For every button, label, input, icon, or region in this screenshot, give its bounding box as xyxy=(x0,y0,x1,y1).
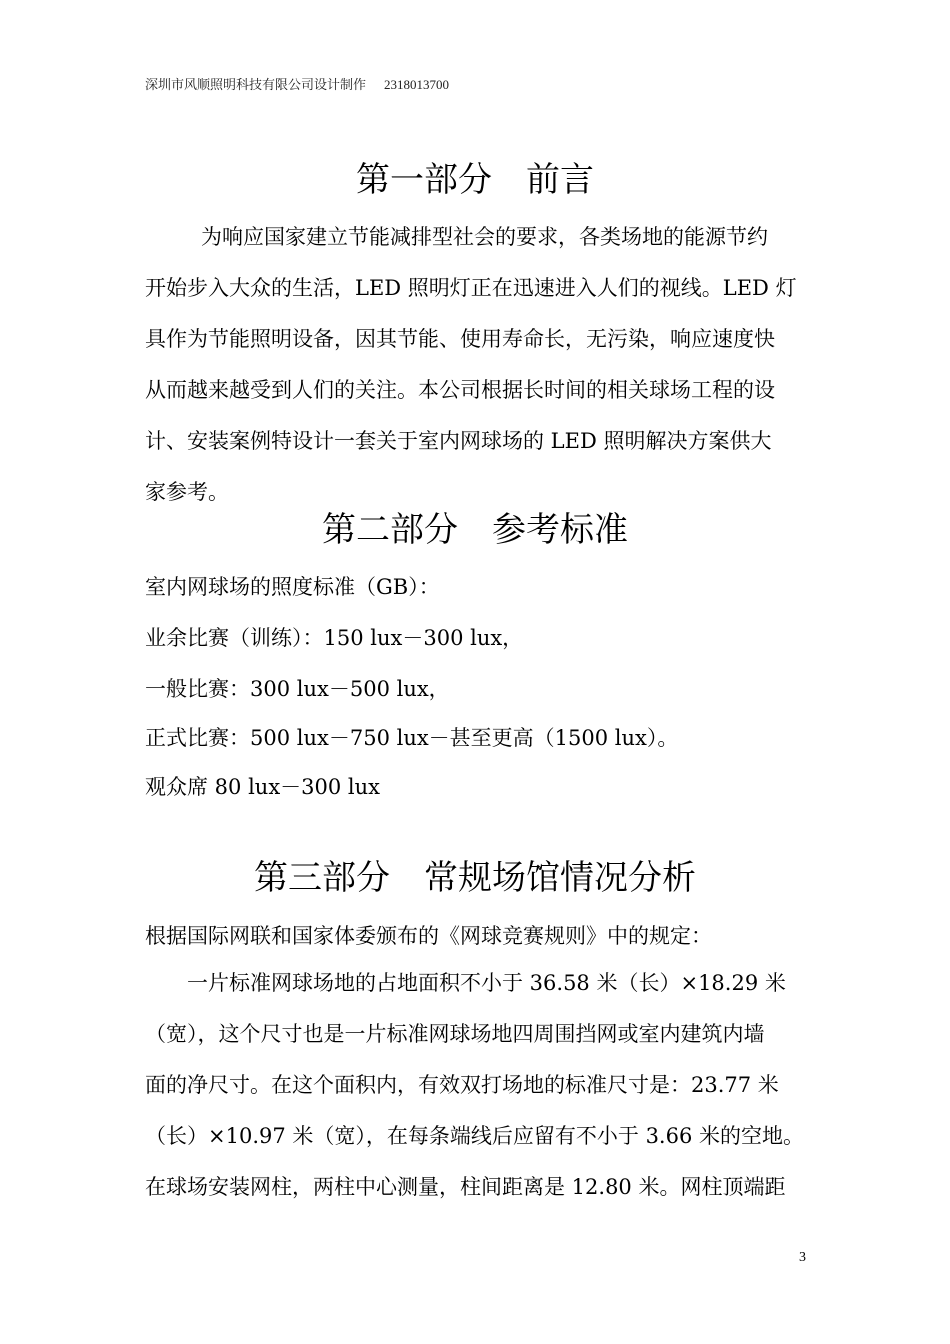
section3-line: 在球场安装网柱，两柱中心测量，柱间距离是 12.80 米。网柱顶端距 xyxy=(145,1175,786,1199)
standard-item: 业余比赛（训练）：150 lux－300 lux， xyxy=(145,626,524,650)
section3-line: （宽），这个尺寸也是一片标准网球场地四周围挡网或室内建筑内墙 xyxy=(145,1022,765,1046)
section1-title: 第一部分 前言 xyxy=(356,160,594,200)
section1-line: 开始步入大众的生活，LED 照明灯正在迅速进入人们的视线。LED 灯 xyxy=(145,276,797,300)
header-phone: 2318013700 xyxy=(384,77,450,92)
section3-line: 一片标准网球场地的占地面积不小于 36.58 米（长）×18.29 米 xyxy=(187,971,786,995)
section3-paragraph xyxy=(145,958,810,1213)
section1-line: 具作为节能照明设备，因其节能、使用寿命长，无污染，响应速度快 xyxy=(145,327,775,351)
section2-title: 第二部分 参考标准 xyxy=(322,510,628,550)
section3-intro: 根据国际网联和国家体委颁布的《网球竞赛规则》中的规定： xyxy=(145,924,712,948)
section1-line: 家参考。 xyxy=(145,480,229,504)
section1-line: 从而越来越受到人们的关注。本公司根据长时间的相关球场工程的设 xyxy=(145,378,775,402)
standard-item: 一般比赛：300 lux－500 lux， xyxy=(145,677,450,701)
page-number: 3 xyxy=(799,1250,806,1265)
standard-item: 室内网球场的照度标准（GB）： xyxy=(145,575,440,599)
section3-line: （长）×10.97 米（宽），在每条端线后应留有不小于 3.66 米的空地。 xyxy=(145,1124,804,1148)
section3-line: 面的净尺寸。在这个面积内，有效双打场地的标准尺寸是：23.77 米 xyxy=(145,1073,779,1097)
section1-paragraph xyxy=(145,212,810,518)
page-header xyxy=(145,74,449,93)
section1-line: 计、安装案例特设计一套关于室内网球场的 LED 照明解决方案供大 xyxy=(145,429,772,453)
standard-item: 观众席 80 lux－300 lux xyxy=(145,775,380,799)
header-company: 深圳市风顺照明科技有限公司设计制作 xyxy=(145,78,367,93)
section3-title: 第三部分 常规场馆情况分析 xyxy=(254,858,696,898)
section1-line: 为响应国家建立节能减排型社会的要求，各类场地的能源节约 xyxy=(201,225,768,249)
standard-item: 正式比赛：500 lux－750 lux－甚至更高（1500 lux）。 xyxy=(145,726,679,750)
